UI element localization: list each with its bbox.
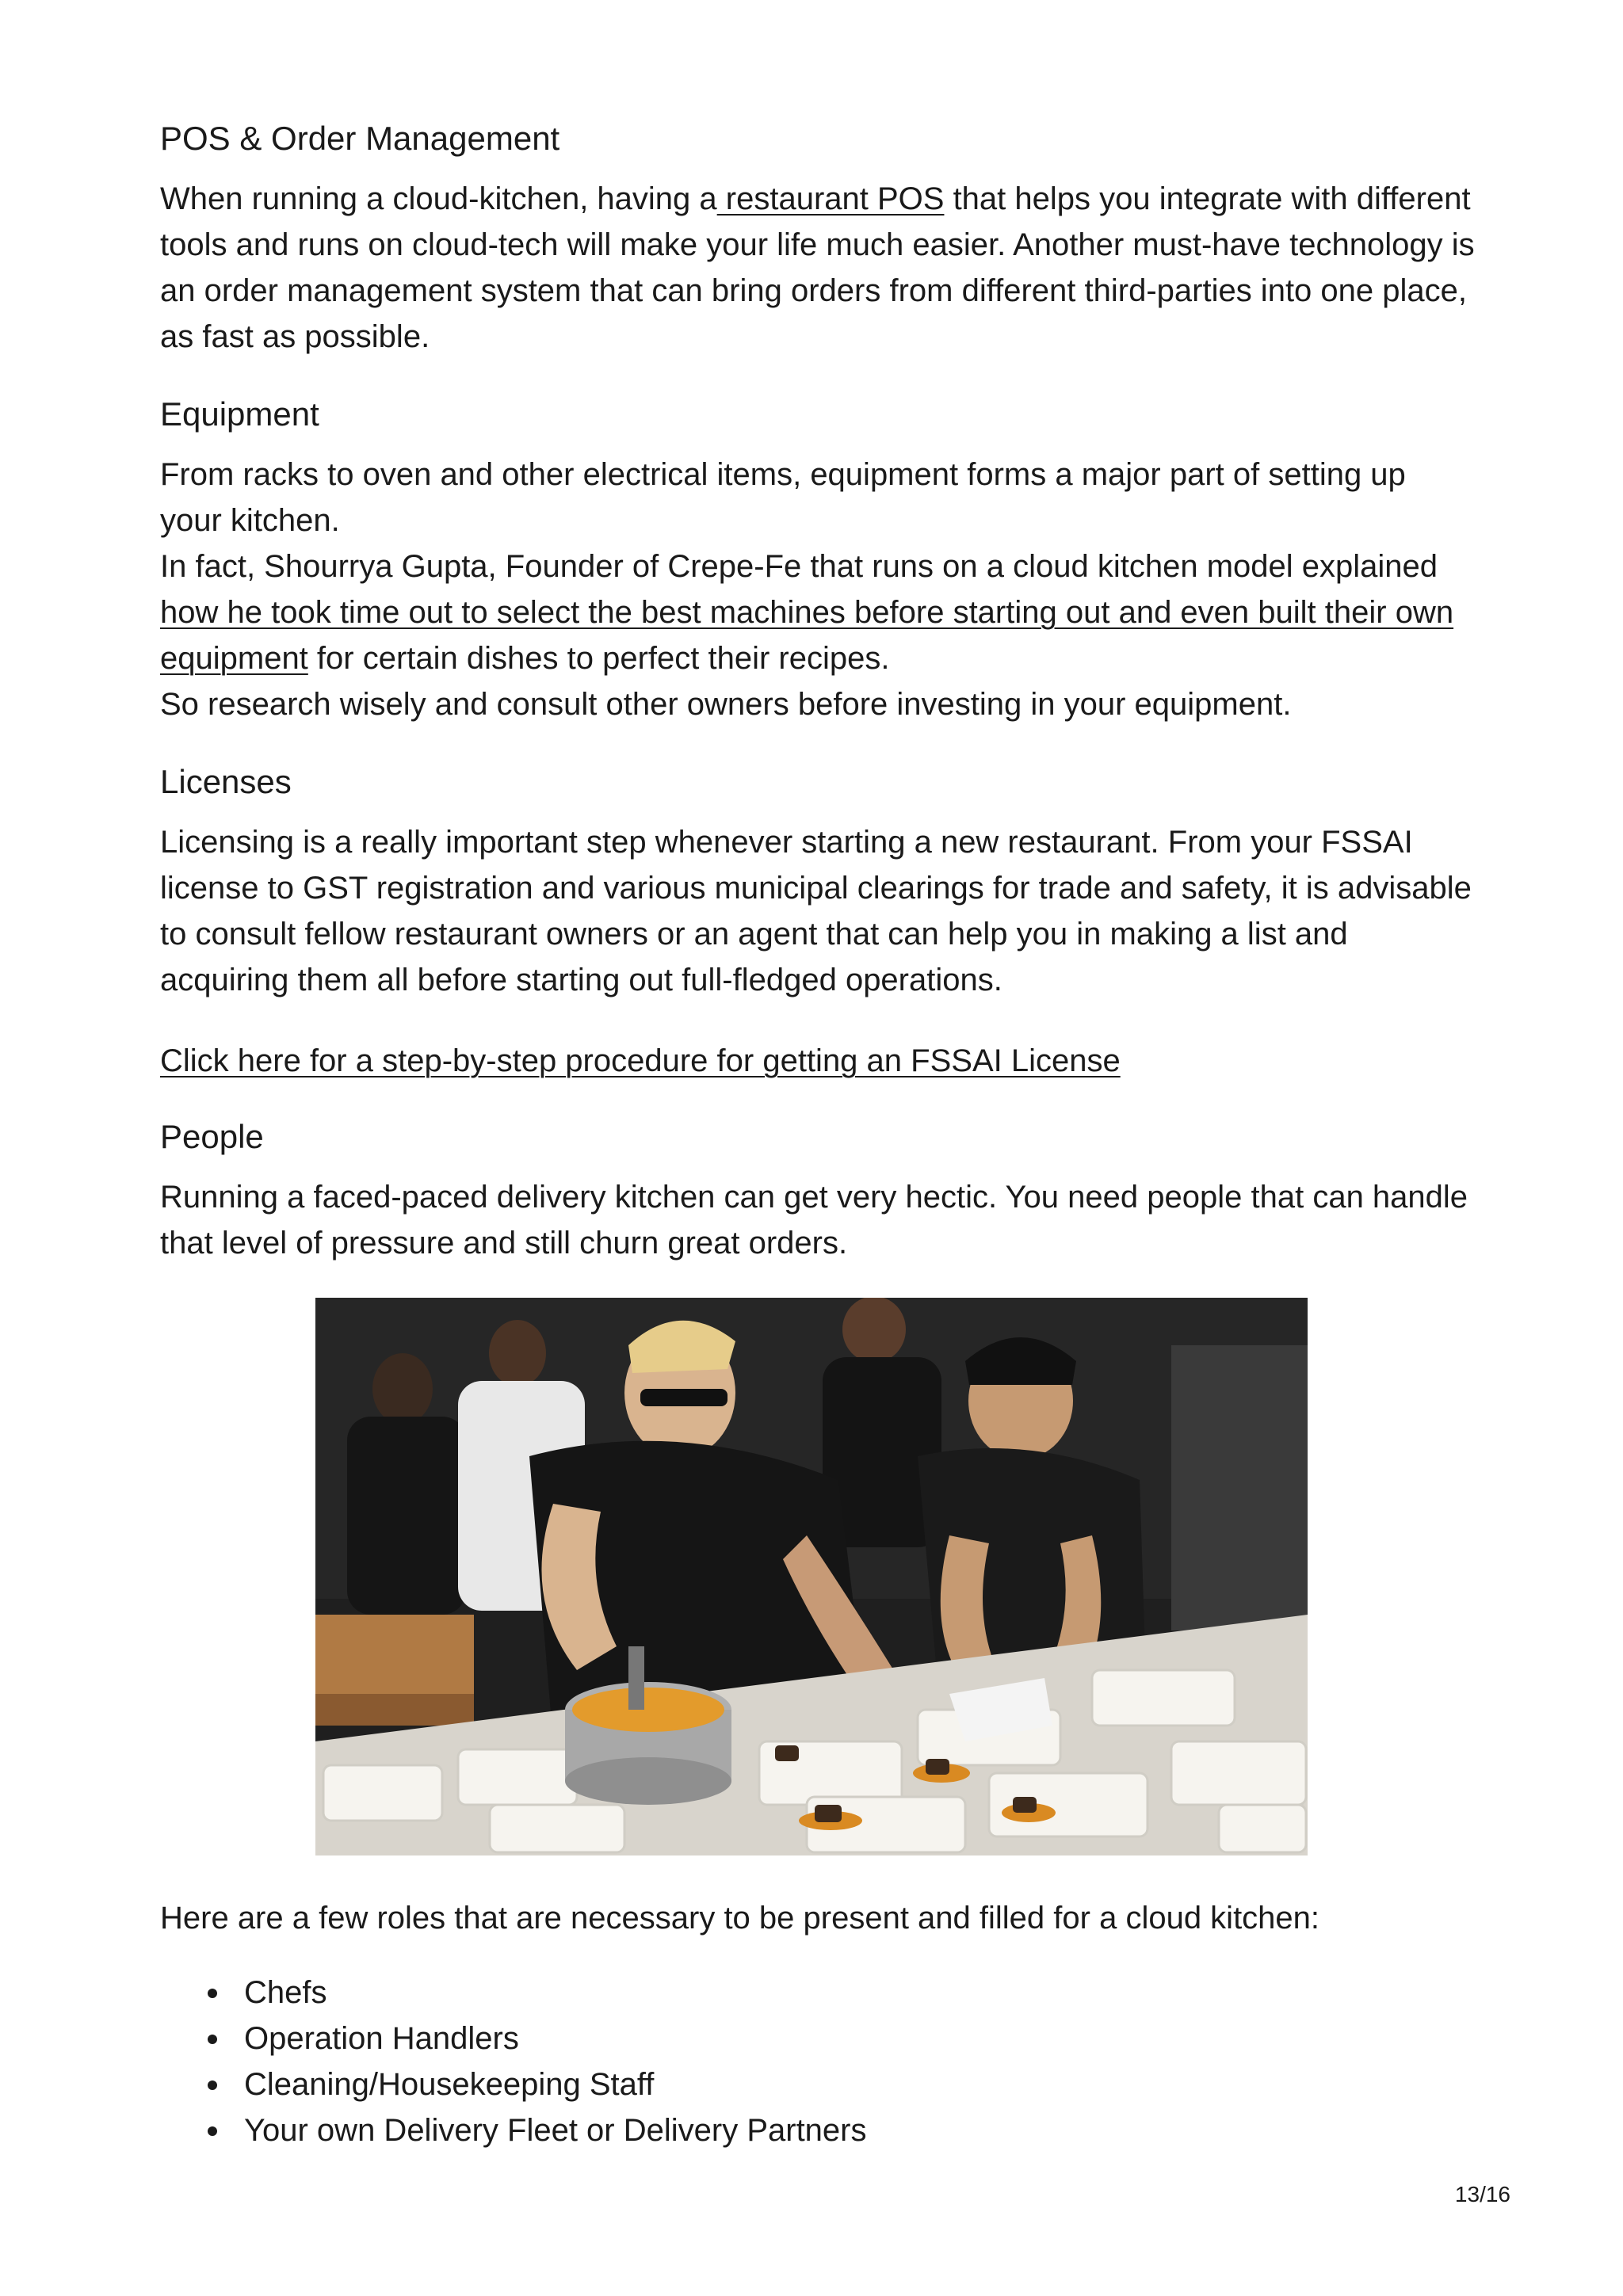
- roles-list: [160, 1970, 867, 2153]
- equipment-line-2-after-link: for certain dishes to perfect their recipes.: [307, 641, 890, 676]
- fssai-procedure-link[interactable]: Click here for a step-by-step procedure for getting an FSSAI License: [160, 1043, 1121, 1078]
- roles-intro: Here are a few roles that are necessary to be present and filled for a cloud kitchen:: [160, 1901, 1320, 1936]
- equipment-line-2-before-link: In fact, Shourrya Gupta, Founder of Crepe-Fe that runs on a cloud kitchen model explained: [160, 549, 1438, 584]
- equipment-line-3: So research wisely and consult other owners before investing in your equipment.: [160, 687, 1292, 722]
- pos-text-before-link: When running a cloud-kitchen, having a: [160, 181, 717, 216]
- equipment-line-1: From racks to oven and other electrical items, equipment forms a major part of setting up your kitchen.: [160, 457, 1406, 538]
- people-paragraph: Running a faced-paced delivery kitchen can get very hectic. You need people that can handle that level of pressure and still churn great orders.: [160, 1180, 1468, 1261]
- licenses-heading: Licenses: [160, 763, 292, 800]
- list-item: Your own Delivery Fleet or Delivery Partners: [160, 2107, 867, 2153]
- restaurant-pos-link[interactable]: restaurant POS: [716, 181, 945, 216]
- licenses-paragraph: Licensing is a really important step whenever starting a new restaurant. From your FSSAI license to GST registration and various municipal clearings for trade and safety, it is advisable to consult fellow restaurant owners or an agent that can help you in making a list and acquiring them all before starting out full-fledged operations.: [160, 825, 1472, 997]
- list-item: Chefs: [160, 1970, 867, 2016]
- people-heading: People: [160, 1118, 264, 1155]
- equipment-paragraph: [160, 452, 1476, 727]
- list-item: Operation Handlers: [160, 2016, 867, 2061]
- pos-text-after-link: that helps you integrate with different tools and runs on cloud-tech will make your life much easier. Another must-have technology is an order management system that can bring orders from different third-parties into one place, as fast as possible.: [160, 181, 1475, 354]
- pos-heading: POS & Order Management: [160, 120, 560, 157]
- pos-paragraph: [160, 176, 1476, 360]
- kitchen-photo: [315, 1298, 1308, 1855]
- page-number: 13/16: [1454, 2182, 1510, 2206]
- equipment-heading: Equipment: [160, 395, 319, 433]
- fssai-link-paragraph: [160, 1038, 1476, 1084]
- equipment-article-link[interactable]: how he took time out to select the best machines before starting out and even built their own equipment: [160, 595, 1454, 676]
- list-item: Cleaning/Housekeeping Staff: [160, 2061, 867, 2107]
